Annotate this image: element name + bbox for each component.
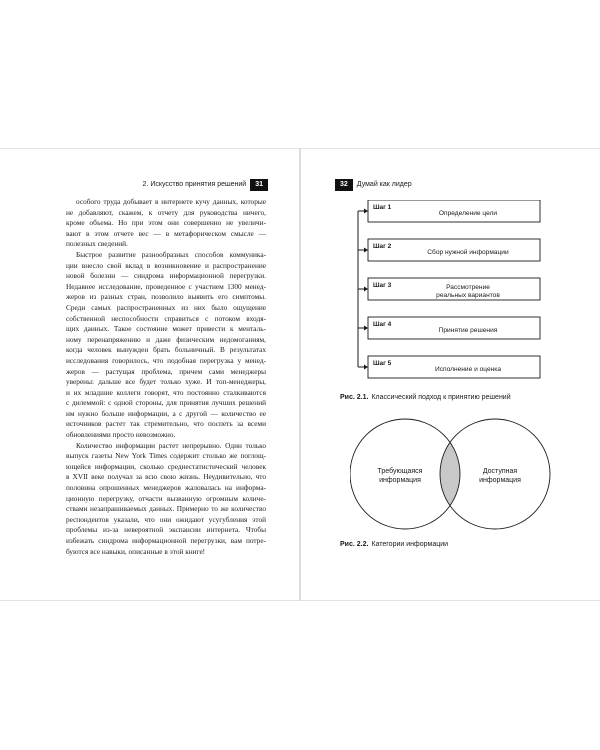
figure1-caption xyxy=(340,394,511,401)
figure2-caption-label: Рис. 2.2. xyxy=(340,541,369,548)
text-line: не добавляют, скажем, к отчету для руководства ничего, xyxy=(66,207,266,217)
step-label: Шаг 3 xyxy=(373,282,392,289)
text-line: ционную перегрузку, отчасти вызванную огромным количе- xyxy=(66,493,266,503)
left-running-head-text: 2. Искусство принятия решений xyxy=(142,181,247,188)
text-line: проблемы из-за невероятной экспансии интернета. Чтобы xyxy=(66,525,266,535)
text-line: буются все навыки, описанные в этой книге! xyxy=(66,546,206,556)
venn-right-label-line1: Доступная xyxy=(482,468,518,475)
step-1 xyxy=(358,200,540,222)
text-line: избежать синдрома информационной перегрузки, вам потре- xyxy=(66,536,266,545)
text-line: уверены: дальше все будет только хуже. И топ-менеджеры, xyxy=(66,377,266,387)
right-running-head-text: Думай как лидер xyxy=(356,181,412,188)
step-3 xyxy=(358,278,540,300)
venn-left-label-line2: информация xyxy=(379,477,421,484)
step-arrow-icon xyxy=(364,287,368,292)
figure1-caption-label: Рис. 2.1. xyxy=(340,394,369,401)
venn-right-label-line2: информация xyxy=(479,477,521,484)
text-line: обновлениями просто невозможно. xyxy=(66,430,176,440)
text-line: новой болезни — синдрома информационной перегрузки. xyxy=(66,271,266,281)
right-page-number: 32 xyxy=(335,179,353,191)
text-line: Среди самых распространенных из них было ощущение xyxy=(66,302,266,312)
text-line: ющейся информации, сколько среднестатистический человек xyxy=(66,461,266,471)
left-page-number: 31 xyxy=(250,179,268,191)
figure1-caption-text: Классический подход к принятию решений xyxy=(371,394,511,401)
text-line: особого труда добывает в интернете кучу данных, которые xyxy=(76,197,266,206)
text-line: жеров из разных стран, позволило выявить его симптомы. xyxy=(66,292,266,302)
text-line: респондентов указали, что они ожидают усугубления этой xyxy=(66,514,266,524)
body-paragraph xyxy=(66,441,266,558)
step-label: Шаг 5 xyxy=(373,360,392,367)
step-description: Определение цели xyxy=(438,210,498,217)
step-arrow-icon xyxy=(364,248,368,253)
step-arrow-icon xyxy=(364,326,368,331)
step-label: Шаг 2 xyxy=(373,243,392,250)
step-description: реальных вариантов xyxy=(436,292,500,299)
body-paragraph xyxy=(66,197,266,250)
figure2-caption xyxy=(340,541,448,548)
figure2-caption-text: Категории информации xyxy=(371,541,449,548)
step-5 xyxy=(358,356,540,378)
decision-steps-diagram xyxy=(340,200,550,385)
text-line: ствами незапрашиваемых данных. Примерно то же количество xyxy=(66,504,266,514)
text-line: с дилеммой: с одной стороны, для принятия лучших решений xyxy=(66,398,266,408)
text-line: источников растет так стремительно, что поспеть за всеми xyxy=(66,419,266,429)
step-arrow-icon xyxy=(364,209,368,214)
text-line: в XVII веке получал за всю свою жизнь. Неудивительно, что xyxy=(66,472,266,482)
body-text xyxy=(66,197,266,557)
text-line: и их младшие коллеги говорят, что постоянно сталкиваются xyxy=(66,387,266,397)
venn-overlap xyxy=(440,442,460,505)
text-line: кроме объема. Но при этом они совершенно не увеличи- xyxy=(66,218,266,228)
step-description: Сбор нужной информации xyxy=(427,249,509,256)
text-line: им нужно больше информации, а с другой — количество ее xyxy=(66,408,266,418)
text-line: половина опрошенных менеджеров жаловалась на информа- xyxy=(66,483,266,493)
venn-left-label-line1: Требующаяся xyxy=(377,468,423,475)
step-description: Исполнение и оценка xyxy=(435,366,501,373)
step-4 xyxy=(358,317,540,339)
step-description: Принятие решения xyxy=(438,327,498,334)
text-line: щих данных. Такое состояние может привести к менталь- xyxy=(66,324,266,334)
text-line: жеров — растущая проблема, причем сами менеджеры xyxy=(66,366,266,376)
step-2 xyxy=(358,239,540,261)
text-line: Недавнее исследование, проведенное с участием 1300 менед- xyxy=(66,281,266,291)
step-arrow-icon xyxy=(364,365,368,370)
information-venn-diagram xyxy=(350,412,560,537)
text-line: выпуск газеты New York Times содержит столько же поглощ- xyxy=(66,451,266,461)
step-label: Шаг 1 xyxy=(373,204,392,211)
text-line: полезных сведений. xyxy=(66,239,128,249)
step-label: Шаг 4 xyxy=(373,321,392,328)
text-line: вают в этом отчете вес — в метафорическом смысле — xyxy=(66,228,266,238)
text-line: когда человек вынужден брать больничный. В результатах xyxy=(66,345,266,355)
text-line: Количество информации растет непрерывно. Один только xyxy=(76,440,266,450)
text-line: исследования говорилось, что подобная перегрузка у менед- xyxy=(66,355,266,365)
body-paragraph xyxy=(66,250,266,441)
text-line: Быстрое развитие разнообразных способов коммуника- xyxy=(76,249,266,259)
book-gutter xyxy=(299,148,301,601)
right-running-head xyxy=(335,179,412,191)
text-line: ции внесло свой вклад в возникновение и распространение xyxy=(66,260,266,270)
step-description: Рассмотрение xyxy=(446,284,490,291)
text-line: собственной неспособности справиться с потоком входя- xyxy=(66,313,266,323)
left-running-head xyxy=(142,179,268,191)
text-line: ному перенапряжению и даже физическим недомоганиям, xyxy=(66,334,266,344)
